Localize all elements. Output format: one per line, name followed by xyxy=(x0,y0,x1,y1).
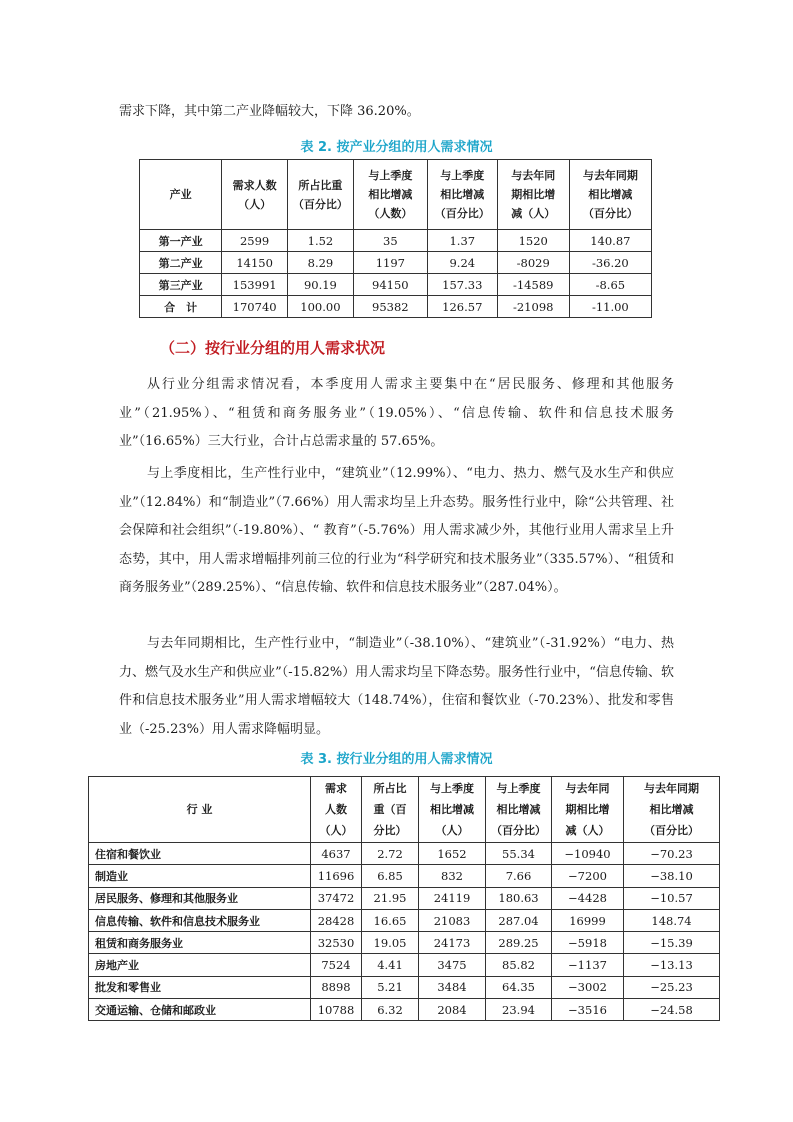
table-cell: 2.72 xyxy=(362,843,419,865)
table-cell: 信息传输、软件和信息技术服务业 xyxy=(89,909,311,931)
table-cell: −70.23 xyxy=(624,843,720,865)
table-cell: 85.82 xyxy=(486,954,552,976)
table-cell: 8898 xyxy=(311,976,362,998)
table-cell: 37472 xyxy=(311,887,362,909)
table-cell: 9.24 xyxy=(427,252,497,274)
t3-header-share: 所占比 重（百 分比） xyxy=(362,777,419,843)
table-cell: 23.94 xyxy=(486,999,552,1021)
table-cell: 140.87 xyxy=(569,230,651,252)
table-cell: 交通运输、仓储和邮政业 xyxy=(89,999,311,1021)
table-cell: 批发和零售业 xyxy=(89,976,311,998)
table-cell: 94150 xyxy=(353,274,427,296)
table-cell: 5.21 xyxy=(362,976,419,998)
table-cell: 4.41 xyxy=(362,954,419,976)
table-cell: 19.05 xyxy=(362,932,419,954)
table-cell: −5918 xyxy=(552,932,624,954)
table-cell: 153991 xyxy=(222,274,288,296)
table-row xyxy=(89,887,720,909)
table-cell: -8029 xyxy=(497,252,569,274)
table-cell: 35 xyxy=(353,230,427,252)
table-cell: 第一产业 xyxy=(140,230,222,252)
table-row xyxy=(140,252,652,274)
table-cell: 7.66 xyxy=(486,865,552,887)
industry-group-table xyxy=(88,776,720,1021)
t3-header-industry: 行 业 xyxy=(89,777,311,843)
table-cell: 157.33 xyxy=(427,274,497,296)
table-cell: −4428 xyxy=(552,887,624,909)
t2-header-qoq-pct: 与上季度 相比增减 （百分比） xyxy=(427,160,497,230)
table-cell: 第二产业 xyxy=(140,252,222,274)
industry-sector-table xyxy=(139,159,652,318)
table-cell: −10.57 xyxy=(624,887,720,909)
table-cell: 28428 xyxy=(311,909,362,931)
table-cell: 90.19 xyxy=(288,274,354,296)
table-cell: 64.35 xyxy=(486,976,552,998)
t3-header-yoy-count: 与去年同 期相比增 减（人） xyxy=(552,777,624,843)
t2-header-share: 所占比重 （百分比） xyxy=(288,160,354,230)
table-cell: -14589 xyxy=(497,274,569,296)
paragraph-2: 与上季度相比，生产性行业中，“建筑业”（12.99%）、“电力、热力、燃气及水生产和供应业”（12.84%）和“制造业”（7.66%）用人需求均呈上升态势。服务性行业中，除“公共管理、社会保障和社会组织”（-19.80%）、“ 教育”（-5.76%）用人需求减少外，其他行业用人需求呈上升态势，其中，用人需求增幅排列前三位的行业为“科学研究和技术服务业”（335.57%）、“租赁和商务服务业”（289.25%）、“信息传输、软件和信息技术服务业”（287.04%）。 xyxy=(119,466,674,595)
table-cell: 55.34 xyxy=(486,843,552,865)
table-cell: −3516 xyxy=(552,999,624,1021)
table-row xyxy=(89,932,720,954)
table-cell: 1652 xyxy=(419,843,486,865)
paragraph-1: 从行业分组需求情况看，本季度用人需求主要集中在“居民服务、修理和其他服务业”（21.95%）、“租赁和商务服务业”（19.05%）、“信息传输、软件和信息技术服务业”（16.65%）三大行业，合计占总需求量的 57.65%。 xyxy=(119,377,674,449)
table-row xyxy=(140,230,652,252)
table-row xyxy=(89,999,720,1021)
table-cell: 126.57 xyxy=(427,296,497,318)
table-cell: −1137 xyxy=(552,954,624,976)
table-cell: 95382 xyxy=(353,296,427,318)
table-cell: −13.13 xyxy=(624,954,720,976)
table2-caption: 表 2. 按产业分组的用人需求情况 xyxy=(300,140,493,155)
table-row xyxy=(140,274,652,296)
table-cell: 2599 xyxy=(222,230,288,252)
t2-header-industry: 产业 xyxy=(140,160,222,230)
table-row-total xyxy=(140,296,652,318)
section-heading: （二）按行业分组的用人需求状况 xyxy=(160,339,386,357)
table-cell: 14150 xyxy=(222,252,288,274)
t3-header-demand: 需求 人数 （人） xyxy=(311,777,362,843)
t3-header-qoq-count: 与上季度 相比增减 （人） xyxy=(419,777,486,843)
table-cell: 4637 xyxy=(311,843,362,865)
table-cell: 3484 xyxy=(419,976,486,998)
table-cell: 7524 xyxy=(311,954,362,976)
t2-header-qoq-count: 与上季度 相比增减 （人数） xyxy=(353,160,427,230)
table-cell: 合 计 xyxy=(140,296,222,318)
t2-header-yoy-count: 与去年同 期相比增 减（人） xyxy=(497,160,569,230)
table-cell: 1.52 xyxy=(288,230,354,252)
table-row xyxy=(89,843,720,865)
table-cell: 289.25 xyxy=(486,932,552,954)
table-cell: 居民服务、修理和其他服务业 xyxy=(89,887,311,909)
table-cell: −38.10 xyxy=(624,865,720,887)
table-cell: 24119 xyxy=(419,887,486,909)
table-cell: 2084 xyxy=(419,999,486,1021)
table-cell: −24.58 xyxy=(624,999,720,1021)
table-cell: −3002 xyxy=(552,976,624,998)
table-cell: 3475 xyxy=(419,954,486,976)
table-cell: -8.65 xyxy=(569,274,651,296)
table-cell: 8.29 xyxy=(288,252,354,274)
table-cell: 16.65 xyxy=(362,909,419,931)
table-cell: 6.32 xyxy=(362,999,419,1021)
table-cell: 1.37 xyxy=(427,230,497,252)
table-cell: 租赁和商务服务业 xyxy=(89,932,311,954)
table-cell: 住宿和餐饮业 xyxy=(89,843,311,865)
table-row xyxy=(89,954,720,976)
table-cell: 180.63 xyxy=(486,887,552,909)
table-cell: 21.95 xyxy=(362,887,419,909)
table-cell: -36.20 xyxy=(569,252,651,274)
t2-header-demand: 需求人数 （人） xyxy=(222,160,288,230)
table-row xyxy=(89,976,720,998)
t3-header-qoq-pct: 与上季度 相比增减 （百分比） xyxy=(486,777,552,843)
table-cell: 第三产业 xyxy=(140,274,222,296)
table-cell: 10788 xyxy=(311,999,362,1021)
table3-caption: 表 3. 按行业分组的用人需求情况 xyxy=(300,752,493,767)
table-cell: −7200 xyxy=(552,865,624,887)
paragraph-3: 与去年同期相比，生产性行业中，“制造业”（-38.10%）、“建筑业”（-31.92%）“电力、热力、燃气及水生产和供应业”（-15.82%）用人需求均呈下降态势。服务性行业中，“信息传输、软件和信息技术服务业”用人需求增幅较大（148.74%），住宿和餐饮业（-70.23%）、批发和零售业（-25.23%）用人需求降幅明显。 xyxy=(119,636,674,737)
intro-line: 需求下降，其中第二产业降幅较大，下降 36.20%。 xyxy=(119,104,420,119)
table-cell: −15.39 xyxy=(624,932,720,954)
table-cell: 32530 xyxy=(311,932,362,954)
table-cell: 832 xyxy=(419,865,486,887)
table-cell: 24173 xyxy=(419,932,486,954)
table-cell: 21083 xyxy=(419,909,486,931)
table-cell: 148.74 xyxy=(624,909,720,931)
t3-header-yoy-pct: 与去年同期 相比增减 （百分比） xyxy=(624,777,720,843)
t2-header-yoy-pct: 与去年同期 相比增减 （百分比） xyxy=(569,160,651,230)
table-cell: 100.00 xyxy=(288,296,354,318)
table-cell: -11.00 xyxy=(569,296,651,318)
table-cell: 170740 xyxy=(222,296,288,318)
table-row xyxy=(89,909,720,931)
table-cell: 1197 xyxy=(353,252,427,274)
table-cell: 287.04 xyxy=(486,909,552,931)
table-row xyxy=(89,865,720,887)
table-cell: 6.85 xyxy=(362,865,419,887)
table-cell: 1520 xyxy=(497,230,569,252)
table-cell: 房地产业 xyxy=(89,954,311,976)
table-cell: 制造业 xyxy=(89,865,311,887)
table-cell: 11696 xyxy=(311,865,362,887)
table-cell: -21098 xyxy=(497,296,569,318)
table-cell: −25.23 xyxy=(624,976,720,998)
table-cell: 16999 xyxy=(552,909,624,931)
table-cell: −10940 xyxy=(552,843,624,865)
